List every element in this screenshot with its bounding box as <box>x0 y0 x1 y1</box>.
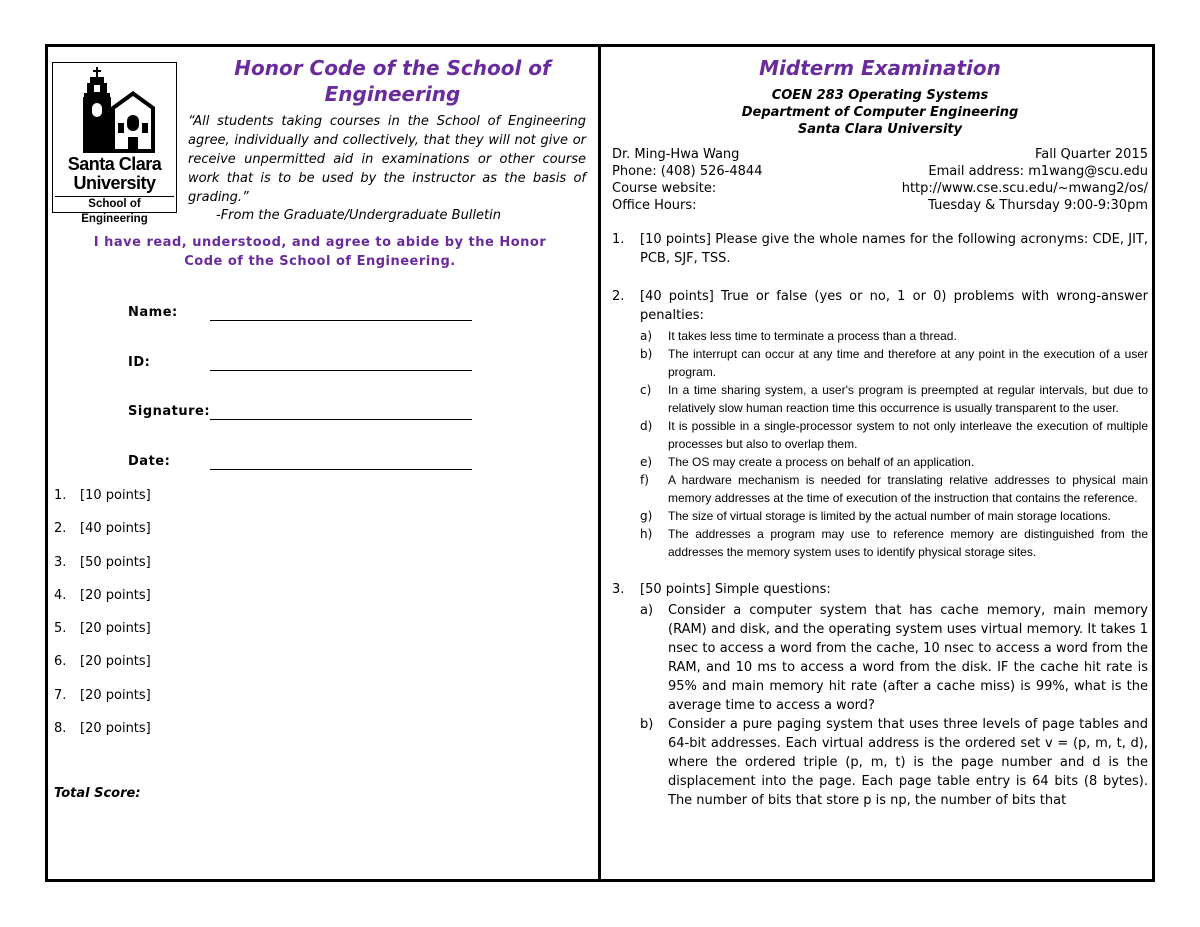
university-logo <box>52 62 177 225</box>
score-item: 6. [20 points] <box>54 654 151 670</box>
course-header <box>612 87 1148 138</box>
score-item: 8. [20 points] <box>54 721 151 737</box>
date-field[interactable] <box>210 468 472 470</box>
office-hours: Tuesday & Thursday 9:00-9:30pm <box>928 198 1148 213</box>
email: Email address: m1wang@scu.edu <box>928 164 1148 179</box>
university-name: Santa Clara University <box>67 154 162 193</box>
date-label: Date: <box>128 454 171 469</box>
honor-code-quote: “All students taking courses in the School of Engineering agree, individually and collectively, that they will not give or receive unpermitted aid in examinations or other course work that is to be used by the instructor as the basis of grading.” <box>188 114 586 205</box>
instructor-info <box>612 146 1148 214</box>
mission-church-icon <box>75 67 155 153</box>
question-3: 3. [50 points] Simple questions: a) Consider a computer system that has cache memory, main memory (RAM) and disk, and the operating system uses virtual memory. It takes 1 nsec to access a word from the cache, 10 nsec to access a word from the RAM, and 10 ms to access a word from the disk. IF the cache hit rate is 95% and main memory hit rate (after a cache miss) is 99%, what is the average time to access a word? b) Consider a pure paging system that uses three levels of page tables and 64-bit addresses. Each virtual address is the ordered set v = (p, m, t, d), where the ordered triple (p, m, t) is the page number and d is the displacement into the page. Each page table entry is 64 bits (8 bytes). The number of bits that store p is np, the number of bits that <box>612 582 1148 808</box>
list-item: a) It takes less time to terminate a process than a thread. <box>640 329 957 343</box>
list-item: e) The OS may create a process on behalf of an application. <box>640 455 975 469</box>
score-list <box>54 487 151 753</box>
id-field[interactable] <box>210 369 472 371</box>
question-3-text: [50 points] Simple questions: <box>640 582 831 597</box>
course-name: COEN 283 Operating Systems <box>771 88 989 103</box>
score-item: 2. [40 points] <box>54 521 151 537</box>
school-name: School of Engineering <box>55 196 174 212</box>
name-label: Name: <box>128 305 178 320</box>
signature-field[interactable] <box>210 418 472 420</box>
score-item: 1. [10 points] <box>54 488 151 503</box>
department-name: Department of Computer Engineering <box>741 105 1019 120</box>
question-1: 1. [10 points] Please give the whole names for the following acronyms: CDE, JIT, PCB, SJF, TSS. <box>612 232 1148 266</box>
list-item: a) Consider a computer system that has cache memory, main memory (RAM) and disk, and the operating system uses virtual memory. It takes 1 nsec to access a word from the cache, 10 nsec to access a word from the RAM, and 10 ms to access a word from the disk. IF the cache hit rate is 95% and main memory hit rate (after a cache miss) is 99%, what is the average time to access a word? <box>640 603 1148 713</box>
exam-title: Midterm Examination <box>759 56 1001 80</box>
website-label: Course website: <box>612 181 717 196</box>
score-item: 5. [20 points] <box>54 621 151 637</box>
list-item: b) Consider a pure paging system that uses three levels of page tables and 64-bit addresses. Each virtual address is the ordered set v = (p, m, t, d), where the ordered triple (p, m, t) is the page number and d is the displacement into the page. Each page table entry is 64 bits (8 bytes). The number of bits that store p is np, the number of bits that <box>640 717 1148 808</box>
total-score-label: Total Score: <box>54 786 141 801</box>
score-item: 7. [20 points] <box>54 687 151 703</box>
exam-panel <box>612 52 1148 877</box>
list-item: c) In a time sharing system, a user's program is preempted at regular intervals, but due to relatively slow human reaction time this occurrence is usually transparent to the user. <box>640 383 1148 415</box>
honor-code-agreement: I have read, understood, and agree to abide by the Honor Code of the School of Engineering. <box>93 235 547 269</box>
question-3-items <box>640 601 1148 810</box>
honor-code-panel <box>50 52 595 877</box>
name-field[interactable] <box>210 319 472 321</box>
signature-label: Signature: <box>128 404 211 419</box>
score-item: 3. [50 points] <box>54 554 151 570</box>
question-2-items <box>640 327 1148 561</box>
column-divider <box>598 44 601 882</box>
website-link[interactable]: http://www.cse.scu.edu/~mwang2/os/ <box>901 181 1148 196</box>
question-2-text: [40 points] True or false (yes or no, 1 or 0) problems with wrong-answer penalties: <box>640 289 1148 323</box>
university-line: Santa Clara University <box>797 122 963 137</box>
list-item: f) A hardware mechanism is needed for translating relative addresses to physical main memory addresses at the time of execution of the instruction that contains the reference. <box>640 473 1148 505</box>
list-item: g) The size of virtual storage is limited by the actual number of main storage locations. <box>640 509 1111 523</box>
instructor-name: Dr. Ming-Hwa Wang <box>612 147 740 162</box>
list-item: d) It is possible in a single-processor system to not only interleave the execution of multiple processes but also to overlap them. <box>640 419 1148 451</box>
office-hours-label: Office Hours: <box>612 198 697 213</box>
honor-code-title: Honor Code of the School of Engineering <box>234 56 551 106</box>
honor-code-source: -From the Graduate/Undergraduate Bulletin <box>216 208 501 223</box>
score-item: 4. [20 points] <box>54 587 151 603</box>
list-item: h) The addresses a program may use to reference memory are distinguished from the addresses the memory system uses to identify physical storage sites. <box>640 527 1148 559</box>
phone: Phone: (408) 526-4844 <box>612 164 763 179</box>
id-label: ID: <box>128 355 151 370</box>
question-2: 2. [40 points] True or false (yes or no, 1 or 0) problems with wrong-answer penalties: a) It takes less time to terminate a process than a thread. b) The interrupt can occur at any time and therefore at any point in the execution of a user program. c) In a time sharing system, a user's program is preempted at regular intervals, but due to relatively slow human reaction time this occurrence is usually transparent to the user. d) It is possible in a single-processor system to not only interleave the execution of multiple processes but also to overlap them. e) The OS may create a process on behalf of an application. f) A hardware mechanism is needed for translating relative addresses to physical main memory addresses at the time of execution of the instruction that contains the reference. g) The size of virtual storage is limited by the actual number of main storage locations. h) The addresses a program may use to reference memory are distinguished from the addresses the memory system uses to identify physical storage sites. <box>612 289 1148 559</box>
list-item: b) The interrupt can occur at any time and therefore at any point in the execution of a user program. <box>640 347 1148 379</box>
quarter: Fall Quarter 2015 <box>1034 147 1148 162</box>
